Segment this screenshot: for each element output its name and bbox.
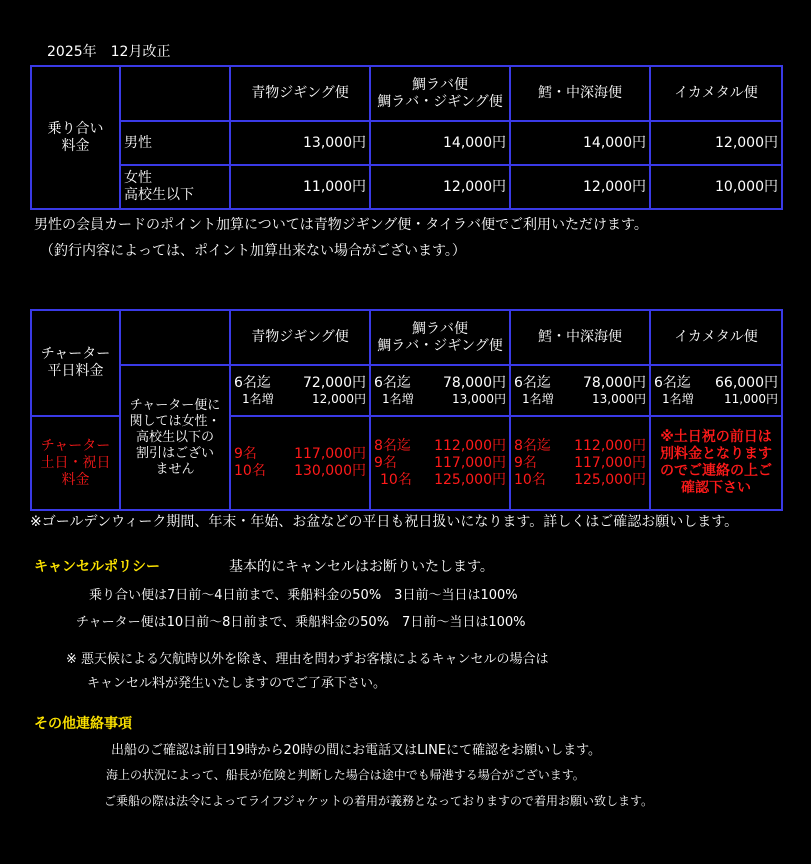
revision-date: 2025年 12月改正: [47, 44, 171, 60]
female-price-tai: 12,000円: [370, 165, 510, 209]
male-price-tara: 14,000円: [510, 121, 650, 165]
member-card-note: 男性の会員カードのポイント加算については青物ジギング便・タイラバ便でご利用いただけます。: [34, 217, 648, 233]
charter-header-ika: イカメタル便: [650, 310, 782, 365]
holiday-rate-ika-note: ※土日祝の前日は 別料金となります のでご連絡の上ご 確認下さい: [650, 416, 782, 510]
charter-header-tai: 鯛ラバ便 鯛ラバ・ジギング便: [370, 310, 510, 365]
female-price-tara: 12,000円: [510, 165, 650, 209]
male-label: 男性: [120, 121, 230, 165]
charter-header-tara: 鱈・中深海便: [510, 310, 650, 365]
charter-female-discount-note: チャーター便に 関しては女性・ 高校生以下の 割引はござい ません: [120, 365, 230, 510]
charter-corner-cell: [120, 310, 230, 365]
riding-fare-table: [30, 65, 783, 210]
cancel-policy-title: キャンセルポリシー: [34, 559, 160, 575]
cancel-policy-riding: 乗り合い便は7日前〜4日前まで、乗船料金の50% 3日前〜当日は100%: [89, 588, 518, 603]
weekday-rate-aomono: 6名迄 72,000円 1名増 12,000円: [230, 365, 370, 416]
weekday-rate-ika: 6名迄 66,000円 1名増 11,000円: [650, 365, 782, 416]
charter-weekday-title: チャーター 平日料金: [31, 310, 120, 416]
riding-header-aomono: 青物ジギング便: [230, 66, 370, 121]
female-label: 女性 高校生以下: [120, 165, 230, 209]
other-note-departure-confirm: 出船のご確認は前日19時から20時の間にお電話又はLINEにて確認をお願いします。: [111, 743, 602, 758]
holiday-treatment-note: ※ゴールデンウィーク期間、年末・年始、お盆などの平日も祝日扱いになります。詳しくはご確認お願いします。: [30, 514, 739, 530]
riding-corner-cell: [120, 66, 230, 121]
other-note-life-jacket: ご乗船の際は法令によってライフジャケットの着用が義務となっておりますので着用お願い致します。: [104, 794, 654, 808]
male-price-tai: 14,000円: [370, 121, 510, 165]
riding-header-ika: イカメタル便: [650, 66, 782, 121]
holiday-rate-tara: 8名迄 112,000円 9名 117,000円 10名 125,000円: [510, 416, 650, 510]
charter-holiday-title: チャーター 土日・祝日 料金: [31, 416, 120, 510]
riding-row-title: 乗り合い 料金: [31, 66, 120, 209]
cancel-fee-note-2: キャンセル料が発生いたしますのでご了承下さい。: [87, 676, 387, 691]
point-exception-note: （釣行内容によっては、ポイント加算出来ない場合がございます。）: [40, 243, 466, 259]
other-note-sea-conditions: 海上の状況によって、船長が危険と判断した場合は途中でも帰港する場合がございます。: [106, 768, 585, 782]
cancel-policy-intro: 基本的にキャンセルはお断りいたします。: [229, 559, 494, 575]
riding-header-tara: 鱈・中深海便: [510, 66, 650, 121]
holiday-rate-aomono: 9名 117,000円 10名 130,000円: [230, 416, 370, 510]
weekday-rate-tara: 6名迄 78,000円 1名増 13,000円: [510, 365, 650, 416]
male-price-ika: 12,000円: [650, 121, 782, 165]
female-price-ika: 10,000円: [650, 165, 782, 209]
cancel-policy-charter: チャーター便は10日前〜8日前まで、乗船料金の50% 7日前〜当日は100%: [76, 615, 526, 630]
charter-fare-table: [30, 309, 783, 511]
charter-header-aomono: 青物ジギング便: [230, 310, 370, 365]
weekday-rate-tai: 6名迄 78,000円 1名増 13,000円: [370, 365, 510, 416]
male-price-aomono: 13,000円: [230, 121, 370, 165]
cancel-fee-note-1: ※ 悪天候による欠航時以外を除き、理由を問わずお客様によるキャンセルの場合は: [66, 652, 549, 667]
holiday-rate-tai: 8名迄 112,000円 9名 117,000円 10名 125,000円: [370, 416, 510, 510]
riding-header-tai: 鯛ラバ便 鯛ラバ・ジギング便: [370, 66, 510, 121]
female-price-aomono: 11,000円: [230, 165, 370, 209]
other-notes-title: その他連絡事項: [34, 716, 132, 732]
